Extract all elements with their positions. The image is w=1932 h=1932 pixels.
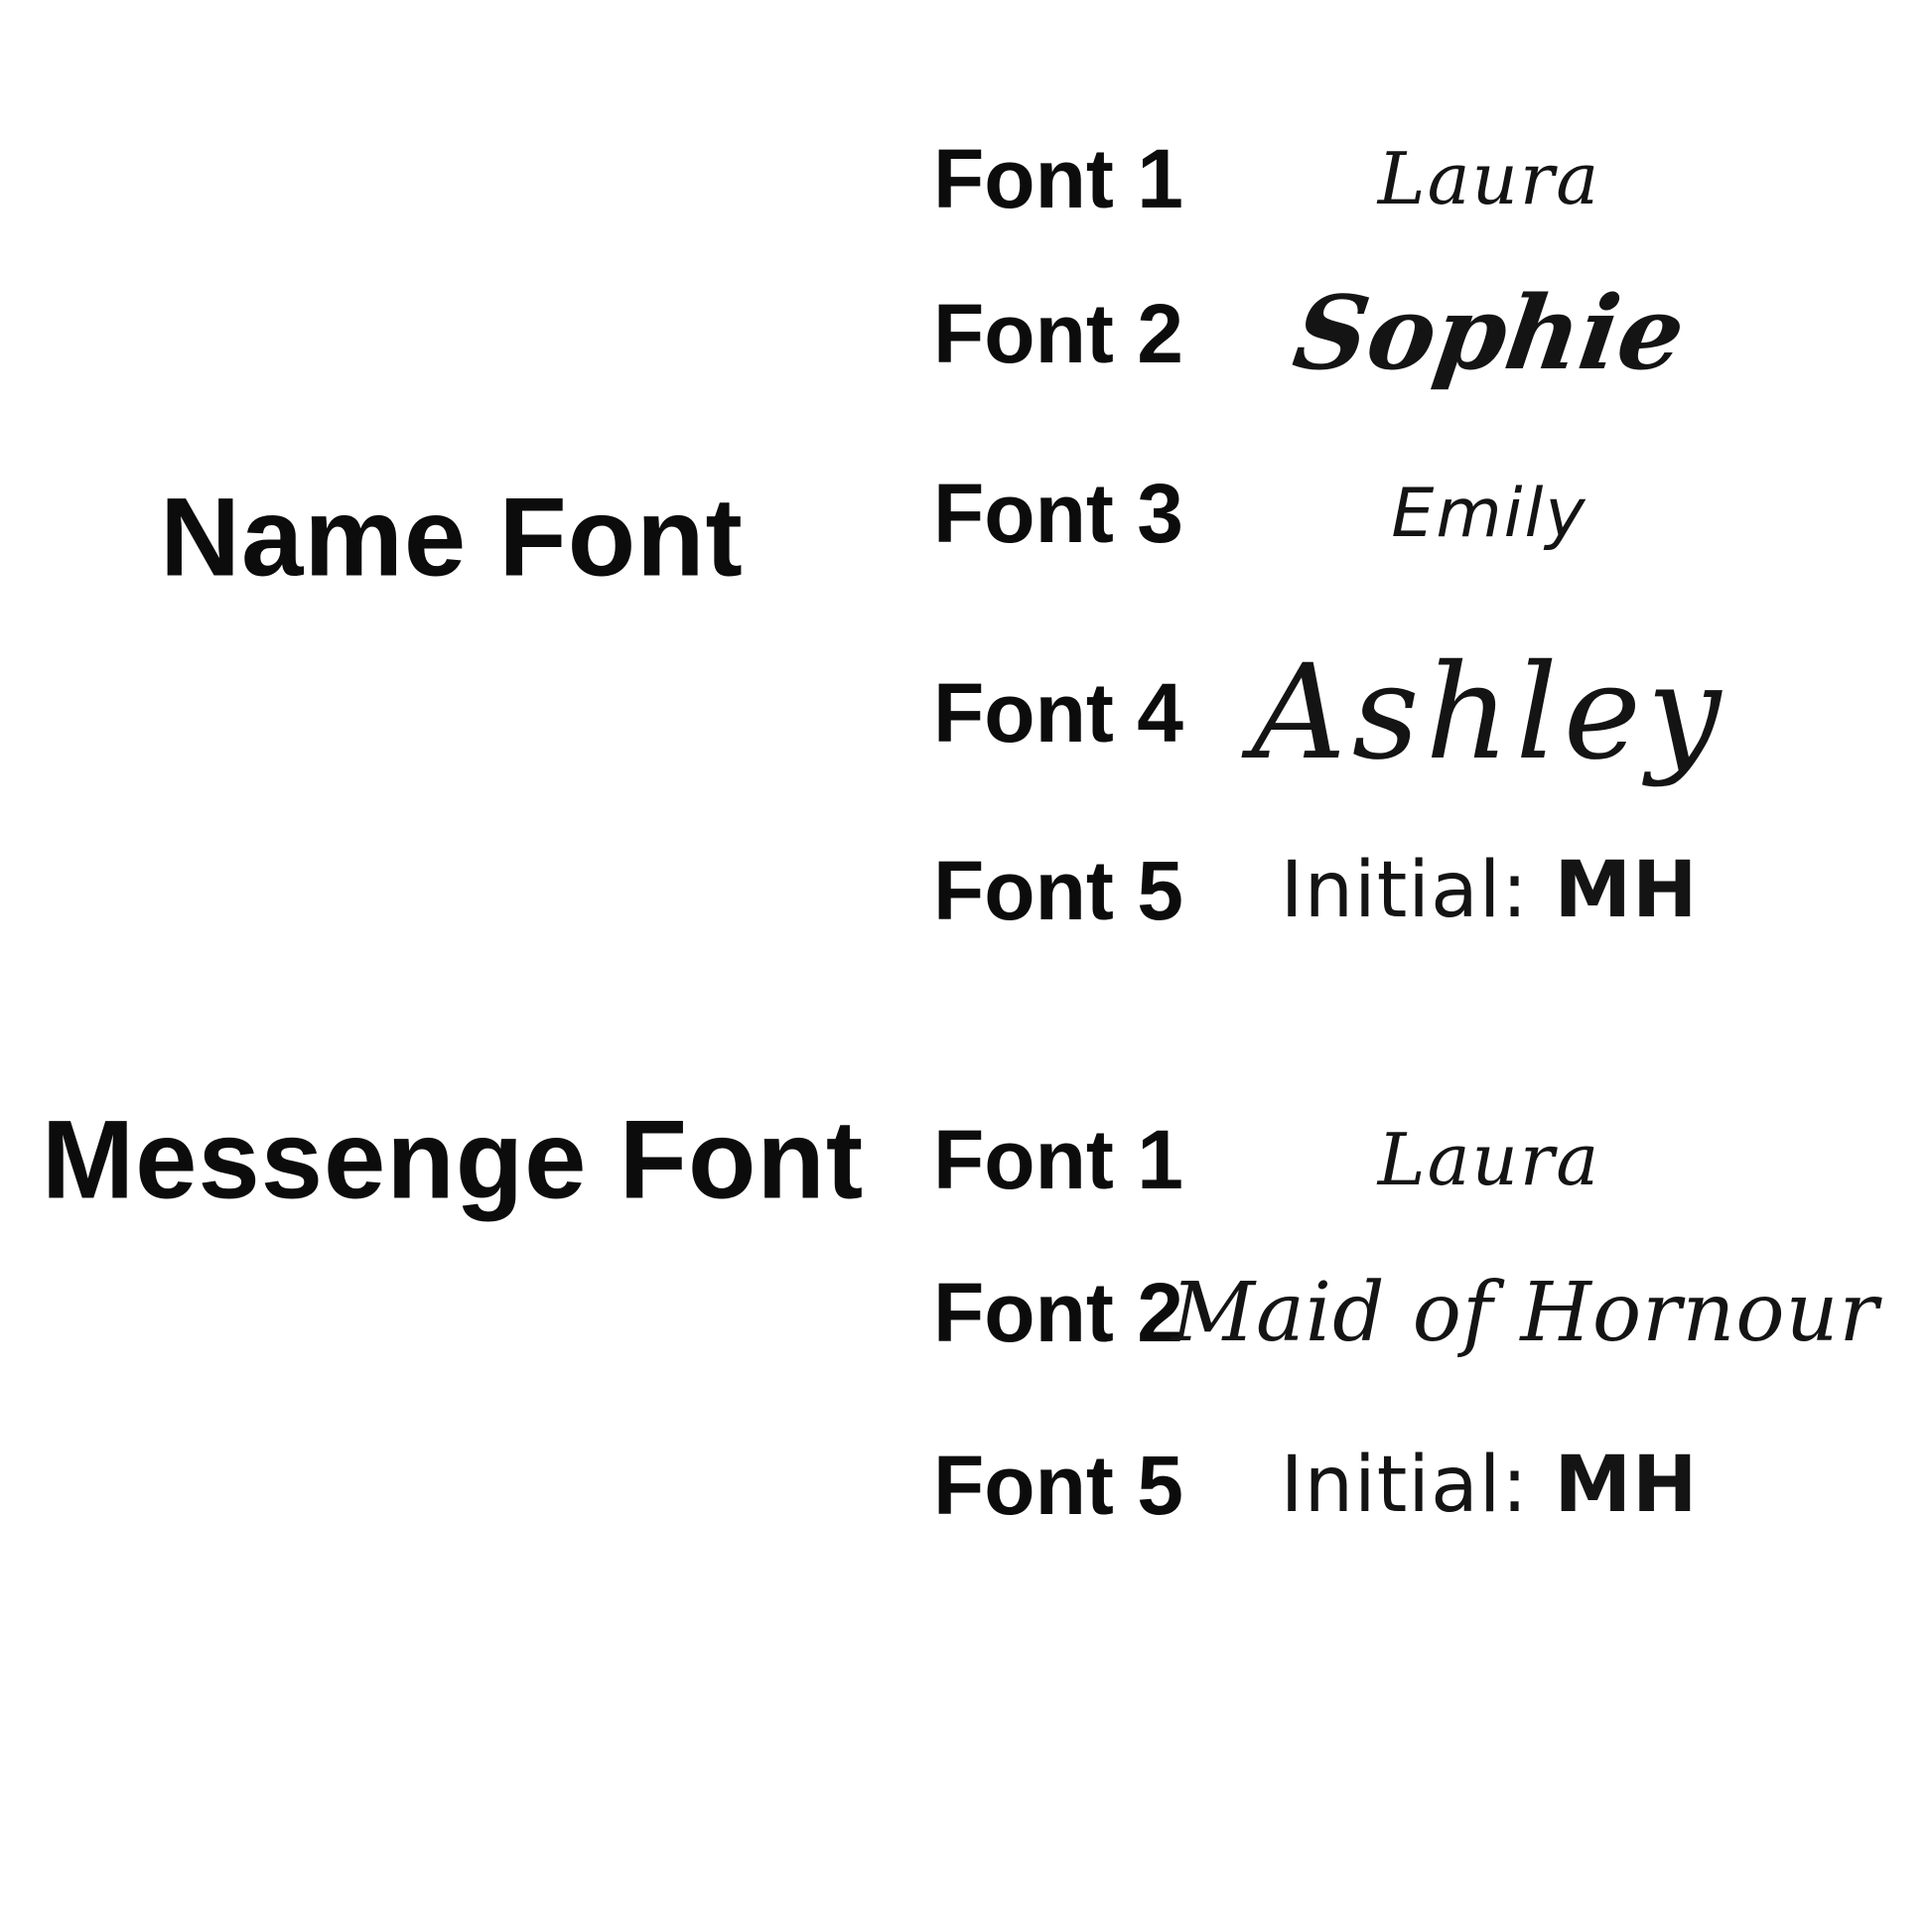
font-sample: Laura xyxy=(1377,137,1601,220)
font-sample: Maid of Hornour xyxy=(1172,1265,1879,1360)
font-label: Font 2 xyxy=(933,1265,1183,1359)
font-sample: Sophie xyxy=(1287,274,1692,393)
font-sample: Emily xyxy=(1391,474,1587,553)
initials-text: MH xyxy=(1554,1441,1699,1530)
message-font-row-1 xyxy=(933,1075,1807,1244)
section-heading-message-font: Messenge Font xyxy=(41,1097,865,1222)
font-sample: Ashley xyxy=(1251,636,1727,789)
initial-prefix-text: Initial: xyxy=(1280,846,1555,935)
font-label: Font 5 xyxy=(933,1438,1183,1532)
font-sample: Laura xyxy=(1377,1118,1601,1201)
initials-text: MH xyxy=(1554,846,1699,935)
name-font-row-2 xyxy=(933,249,1807,418)
font-label: Font 4 xyxy=(933,665,1183,759)
font-label: Font 1 xyxy=(933,1112,1183,1206)
message-font-row-2 xyxy=(933,1228,1879,1397)
font-label: Font 2 xyxy=(933,286,1183,380)
font-label: Font 1 xyxy=(933,131,1183,225)
font-sample xyxy=(1172,846,1807,935)
font-label: Font 5 xyxy=(933,843,1183,937)
font-label: Font 3 xyxy=(933,466,1183,560)
name-font-row-1 xyxy=(933,94,1807,263)
font-sample xyxy=(1172,1441,1807,1530)
message-font-row-5 xyxy=(933,1401,1807,1570)
initial-prefix-text: Initial: xyxy=(1280,1441,1555,1530)
name-font-row-3 xyxy=(933,429,1807,598)
section-heading-name-font: Name Font xyxy=(160,475,744,600)
name-font-row-5 xyxy=(933,806,1807,975)
name-font-row-4 xyxy=(933,628,1807,797)
